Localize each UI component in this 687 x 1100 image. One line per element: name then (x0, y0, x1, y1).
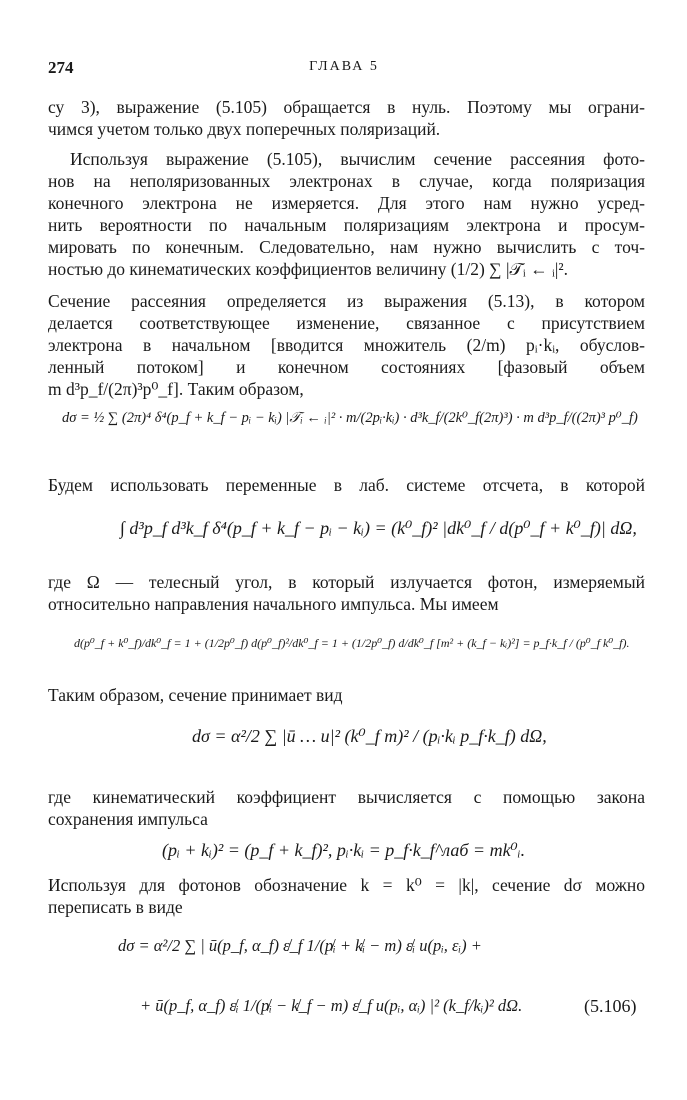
equation-3: d(p⁰_f + k⁰_f)/dk⁰_f = 1 + (1/2p⁰_f) d(p⁰_f)²/dk⁰_f = 1 + (1/2p⁰_f) d/dk⁰_f [m² + (k_f − kᵢ)²] = p_f·k_f / (p⁰_f k⁰_f). (74, 636, 630, 650)
text-line: нить вероятности по начальным поляризациям электрона и просум- (48, 215, 645, 235)
text-line: ленный потоком] и конечном состояниях [фазовый объем (48, 357, 645, 377)
text-line: чимся учетом только двух поперечных поляризаций. (48, 119, 441, 139)
text-line: где кинематический коэффициент вычисляется с помощью закона (48, 787, 645, 807)
text-line: Используя для фотонов обозначение k = k⁰ = |k|, сечение dσ можно (48, 875, 645, 895)
page-number: 274 (48, 58, 74, 77)
text-line: переписать в виде (48, 897, 183, 917)
text-line: ностью до кинематических коэффициентов величину (1/2) ∑ |𝒯ᵢ ← ᵢ|². (48, 259, 568, 279)
text-line: m d³p_f/(2π)³p⁰_f]. Таким образом, (48, 379, 304, 399)
text-line: су 3), выражение (5.105) обращается в нуль. Поэтому мы ограни- (48, 97, 645, 117)
equation-6-line-1: dσ = α²/2 ∑ | ū(p_f, α_f) ε̸_f 1/(p̸ᵢ + k̸ᵢ − m) ε̸ᵢ u(pᵢ, εᵢ) + (118, 936, 482, 955)
text-line: относительно направления начального импульса. Мы имеем (48, 594, 499, 614)
text-line: где Ω — телесный угол, в который излучается фотон, измеряемый (48, 572, 645, 592)
equation-number: (5.106) (584, 996, 637, 1016)
text-line: сохранения импульса (48, 809, 208, 829)
text-line: нов на неполяризованных электронах в случае, когда поляризация (48, 171, 645, 191)
text-line: Используя выражение (5.105), вычислим сечение рассеяния фото- (70, 149, 645, 169)
chapter-title: ГЛАВА 5 (309, 59, 379, 74)
running-header (48, 58, 640, 80)
text-line: конечного электрона не измеряется. Для этого нам нужно усред- (48, 193, 645, 213)
equation-2: ∫ d³p_f d³k_f δ⁴(p_f + k_f − pᵢ − kᵢ) = (k⁰_f)² |dk⁰_f / d(p⁰_f + k⁰_f)| dΩ, (120, 518, 637, 538)
text-line: электрона в начальном [вводится множитель (2/m) pᵢ·kᵢ, обуслов- (48, 335, 645, 355)
text-line: Будем использовать переменные в лаб. системе отсчета, в которой (48, 475, 645, 495)
equation-4: dσ = α²/2 ∑ |ū … u|² (k⁰_f m)² / (pᵢ·kᵢ p_f·k_f) dΩ, (192, 726, 547, 746)
text-line: мировать по конечным. Следовательно, нам нужно вычислить с точ- (48, 237, 645, 257)
text-line: делается соответствующее изменение, связанное с присутствием (48, 313, 645, 333)
equation-6-line-2: + ū(p_f, α_f) ε̸ᵢ 1/(p̸ᵢ − k̸_f − m) ε̸_f u(pᵢ, αᵢ) |² (k_f/kᵢ)² dΩ. (140, 996, 523, 1015)
text-line: Таким образом, сечение принимает вид (48, 685, 343, 705)
equation-1: dσ = ½ ∑ (2π)⁴ δ⁴(p_f + k_f − pᵢ − kᵢ) |𝒯ᵢ ← ᵢ|² · m/(2pᵢ·kᵢ) · d³k_f/(2k⁰_f(2π)³) · m d³p_f/((2π)³ p⁰_f) (62, 410, 638, 426)
text-line: Сечение рассеяния определяется из выражения (5.13), в котором (48, 291, 645, 311)
equation-5: (pᵢ + kᵢ)² = (p_f + k_f)², pᵢ·kᵢ = p_f·k_f^лаб = mk⁰ᵢ. (162, 840, 526, 860)
